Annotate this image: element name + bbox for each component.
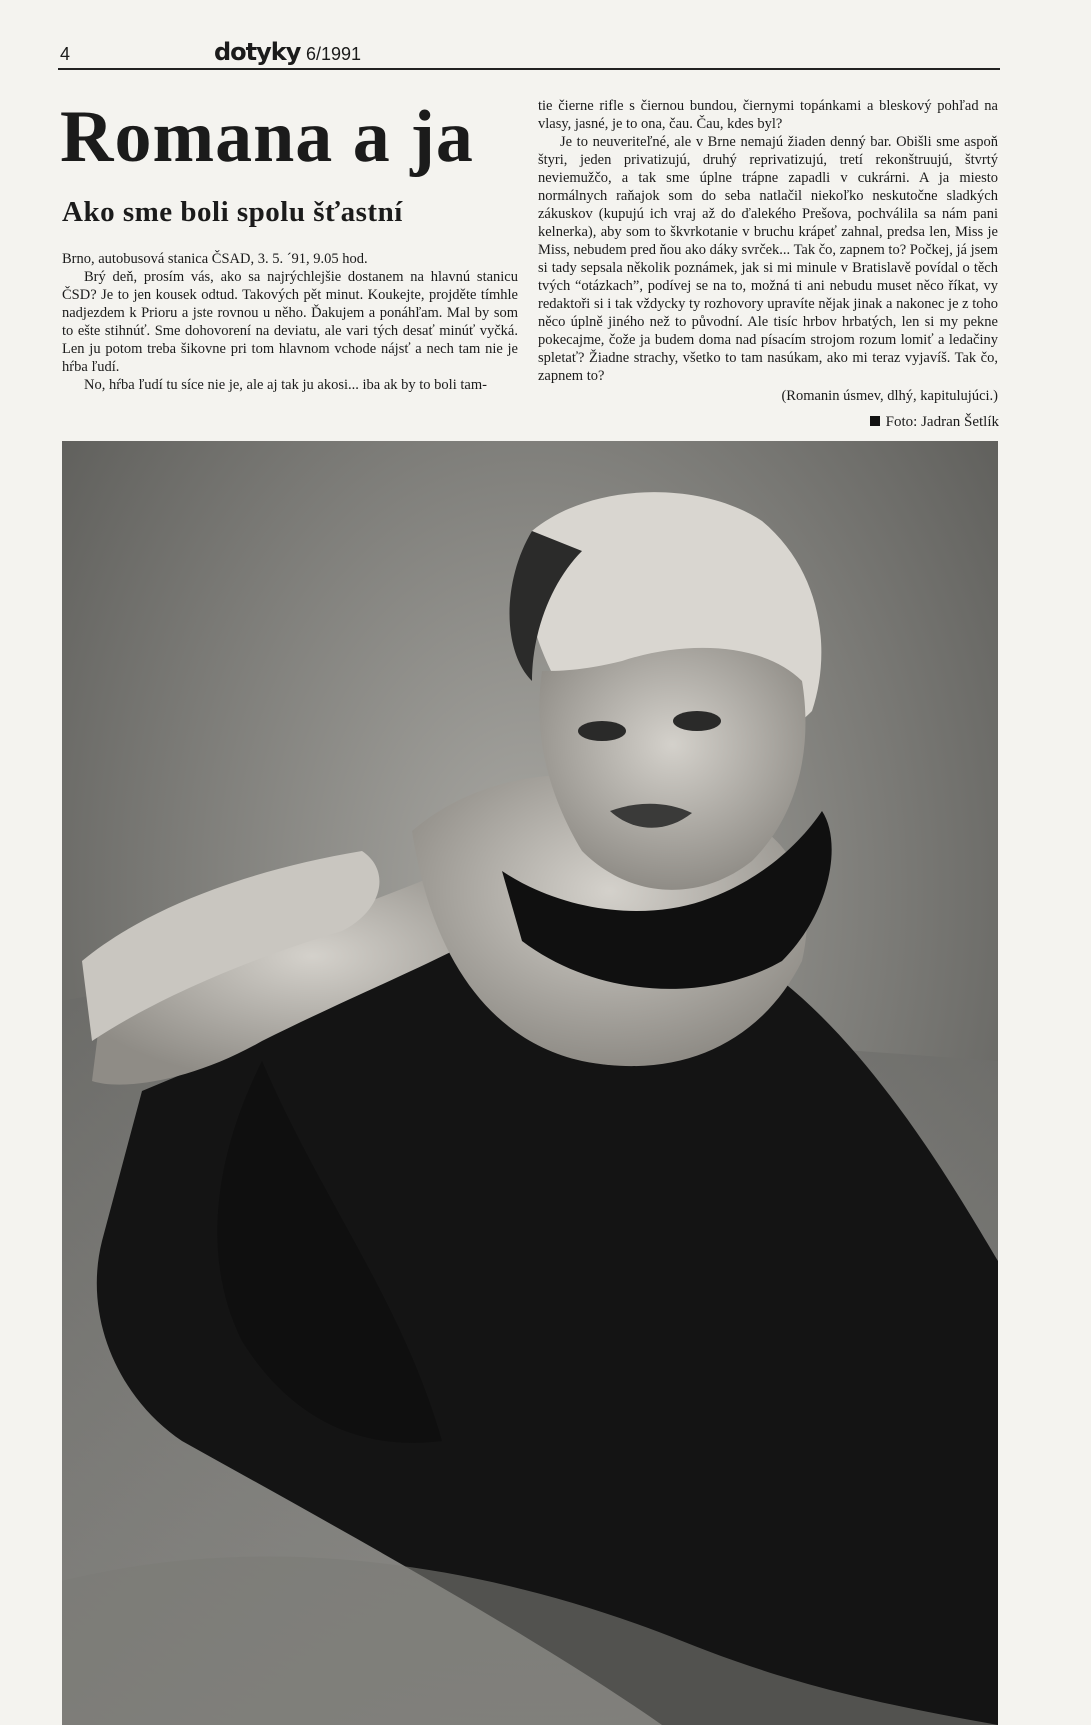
header-rule xyxy=(58,68,1000,70)
paragraph: tie čierne rifle s čiernou bundou, čiernymi topánkami a bleskový pohľad na vlasy, jasné, je to ona, čau. Čau, kdes byl? xyxy=(538,98,998,132)
paragraph: Je to neuveriteľné, ale v Brne nemajú žiaden denný bar. Obišli sme aspoň štyri, jeden privatizujú, druhý reprivatizujú, tretí rekonštruujú, štvrtý neviemužčo, a tak sme úplne trápne zapadli v cukrárni. A ja miesto normálnych raňajok som do seba natlačil niekoľko neskutočne sladkých zákuskov (kupujú ich vraj až do ďalekého Prešova, pochválila sa nám pani kelnerka), aby som to škvrkotanie v bruchu krápeť zahnal, predsa len, Miss je Miss, nebudem pred ňou ako dáky svrček... Tak čo, zapnem to? Počkej, já jsem si tady sepsala několik poznámek, jak si mi minule v Bratislavě povídal o těch tvých “otázkach”, podívej se na to, možná ti ani nebudu muset něco říkat, vy redaktoři si i tak vždycky ty rozhovory upravíte nějak jinak a nakonec je z toho něco úplně jiného než to původní. Ale tisíc hrbov hrbatých, len si my pekne pokecajme, čože ja budem doma nad písacím strojom rozum lomiť a ledačiny spletať? Žiadne strachy, všetko to tam nasúkam, ako mi teraz vyjavíš. Tak čo, zapnem to? xyxy=(538,134,998,384)
dateline: Brno, autobusová stanica ČSAD, 3. 5. ´91, 9.05 hod. xyxy=(62,251,368,267)
left-column xyxy=(62,250,518,394)
magazine-logo: dotyky xyxy=(214,38,301,66)
paragraph: No, hŕba ľudí tu síce nie je, ale aj tak ju akosi... iba ak by to boli tam- xyxy=(84,377,487,393)
article-subtitle: Ako sme boli spolu šťastní xyxy=(62,196,403,228)
portrait-photo xyxy=(62,441,998,1725)
page-number: 4 xyxy=(60,44,71,64)
photo-credit xyxy=(870,414,999,431)
photo-credit-text: Foto: Jadran Šetlík xyxy=(885,414,999,430)
closing-note: (Romanin úsmev, dlhý, kapitulujúci.) xyxy=(781,388,998,404)
portrait-photo-icon xyxy=(62,441,998,1725)
issue-number: 6/1991 xyxy=(306,44,362,64)
right-column xyxy=(538,97,998,405)
bullet-square-icon xyxy=(870,416,880,426)
paragraph: Brý deň, prosím vás, ako sa najrýchlejšie dostanem na hlavnú stanicu ČSD? Je to jen kousek odtud. Takových pět minut. Koukejte, projděte tímhle nadjezdem k Prioru a jste rovnou u něho. Ďakujem a ponáhľam. Mal by som to ešte stihnúť. Sme dohovorení na deviatu, ale vari tých desať minúť vyčká. Len ju potom treba šikovne pri tom hlavnom vchode nájsť a nech tam nie je hŕba ľudí. xyxy=(62,269,518,375)
article-title: Romana a ja xyxy=(60,96,474,178)
